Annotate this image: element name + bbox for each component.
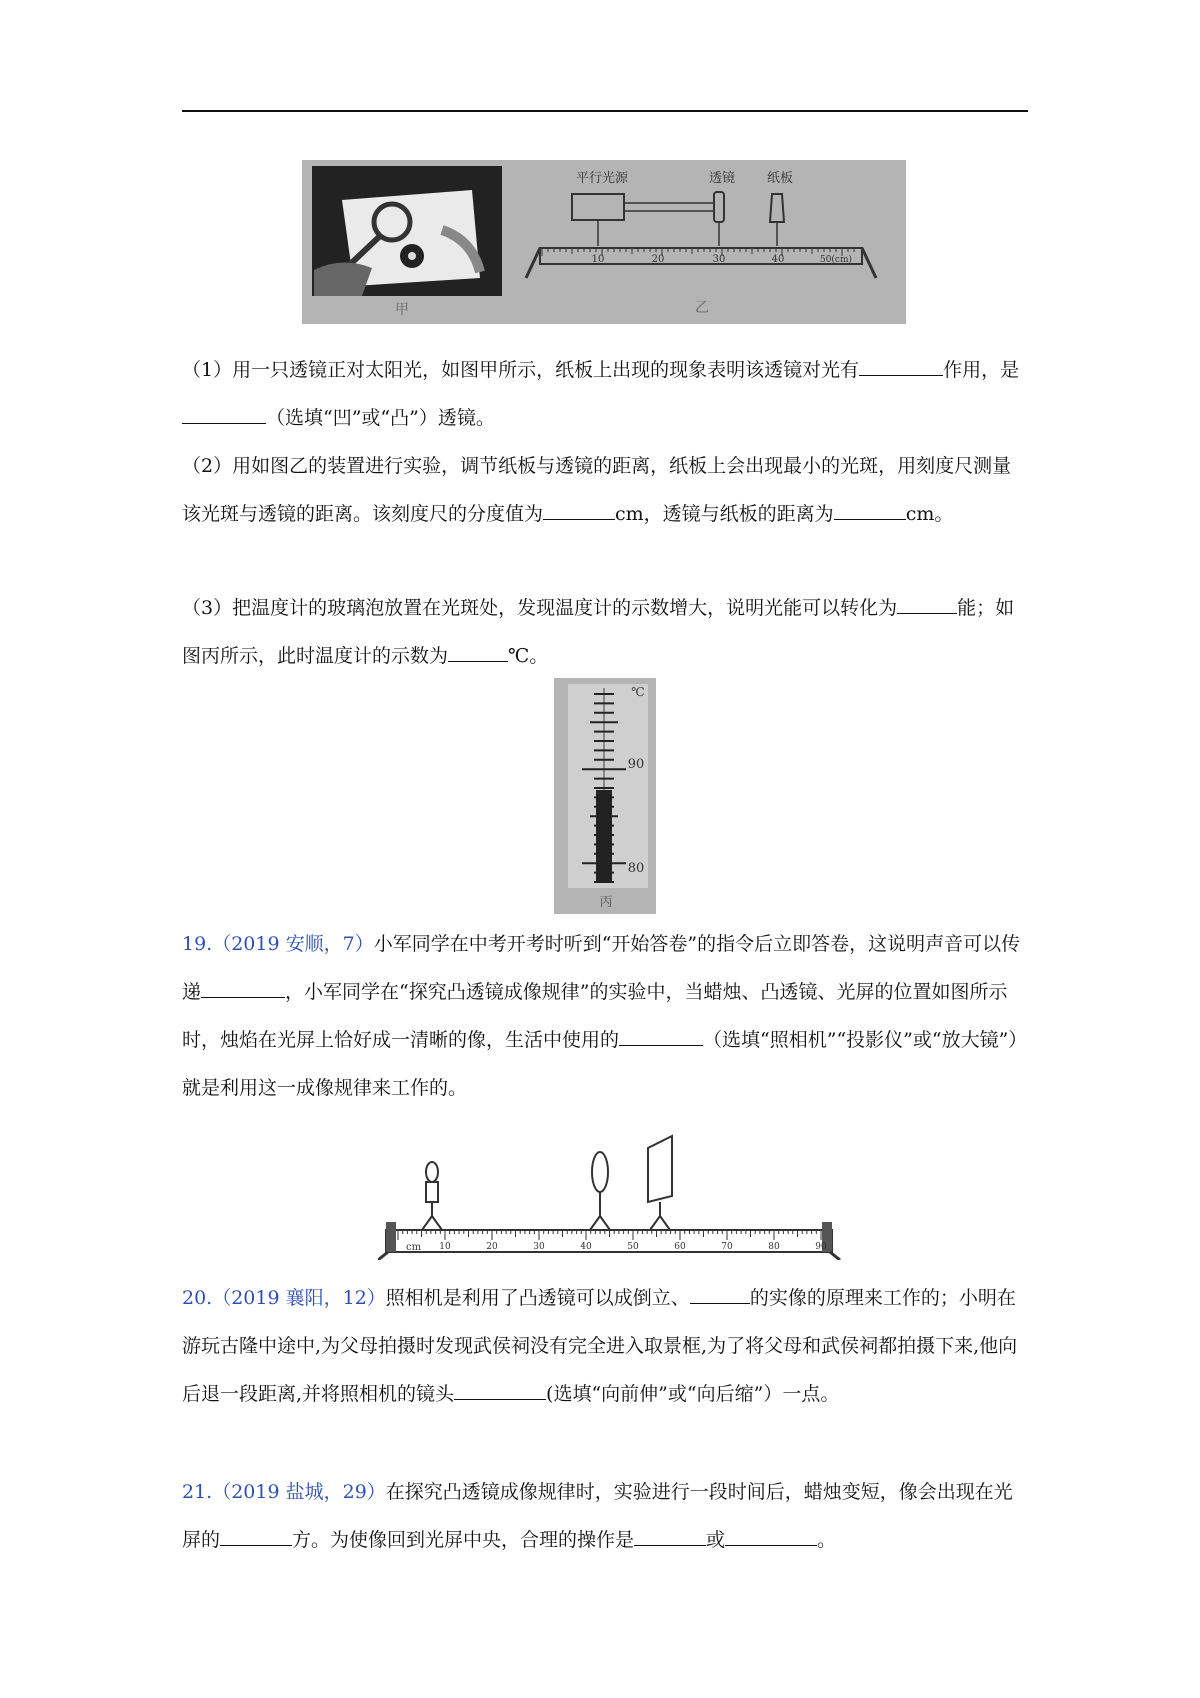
bench-tick-label: 30 <box>533 1242 545 1252</box>
caption-yi: 乙 <box>695 300 709 316</box>
figure-lens-setup <box>302 160 906 324</box>
figure-optical-bench <box>378 1118 842 1260</box>
answer-blank[interactable] <box>834 499 906 520</box>
candle <box>426 1182 438 1202</box>
answer-blank[interactable] <box>897 593 957 614</box>
bench-tick-label: 10 <box>439 1242 451 1252</box>
bench-tick-label: 40 <box>580 1242 592 1252</box>
answer-blank[interactable] <box>725 1525 817 1546</box>
question-19: 19.（2019 安顺，7）小军同学在中考开考时听到“开始答卷”的指令后立即答卷，这说明声音可以传递 ，小军同学在“探究凸透镜成像规律”的实验中，当蜡烛、凸透镜、光屏的位置如图所示时，烛焰在光屏上恰好成一清晰的像，生活中使用的 （选填“照相机”“投影仪”或“放大镜”）就是利用这一成像规律来工作的。 <box>182 933 1028 1099</box>
q18-part1: （1）用一只透镜正对太阳光，如图甲所示，纸板上出现的现象表明该透镜对光有 作用，是（选填“凹”或“凸”）透镜。 <box>182 346 1028 442</box>
answer-blank[interactable] <box>454 1379 546 1400</box>
caption-bing: 丙 <box>599 895 613 910</box>
bench-tick-label: 70 <box>721 1242 733 1252</box>
header-rule <box>182 110 1028 112</box>
q18-part3: （3）把温度计的玻璃泡放置在光斑处，发现温度计的示数增大，说明光能可以转化为 能；如图丙所示，此时温度计的示数为 ℃。 <box>182 584 1028 680</box>
convex-lens <box>592 1152 608 1192</box>
bench-tick-label: 60 <box>674 1242 686 1252</box>
bench-tick-label: 20 <box>486 1242 498 1252</box>
tick-40: 40 <box>771 254 785 265</box>
answer-blank[interactable] <box>543 499 615 520</box>
tick-50: 50(cm) <box>819 255 853 265</box>
question-20: 20.（2019 襄阳，12）照相机是利用了凸透镜可以成倒立、 的实像的原理来工作的；小明在游玩古隆中途中,为父母拍摄时发现武侯祠没有完全进入取景框,为了将父母和武侯祠都拍摄下来,他向后退一段距离,并将照相机的镜头 (选填“向前伸”或“向后缩”）一点。 <box>182 1274 1028 1418</box>
figure-thermometer <box>554 678 656 914</box>
answer-blank[interactable] <box>634 1525 706 1546</box>
tick-10: 10 <box>591 254 605 265</box>
scale-80: 80 <box>627 861 645 876</box>
scale-90: 90 <box>627 757 645 772</box>
candle-flame <box>426 1162 438 1182</box>
label-board: 纸板 <box>766 171 794 186</box>
light-screen <box>648 1136 672 1202</box>
bench-tick-label: 80 <box>768 1242 780 1252</box>
answer-blank[interactable] <box>690 1283 750 1304</box>
answer-blank[interactable] <box>619 1025 703 1046</box>
tick-20: 20 <box>651 254 665 265</box>
question-21: 21.（2019 盐城，29）在探究凸透镜成像规律时，实验进行一段时间后，蜡烛变短，像会出现在光屏的 方。为使像回到光屏中央，合理的操作是 或 。 <box>182 1481 1013 1551</box>
answer-blank[interactable] <box>448 641 508 662</box>
label-light-source: 平行光源 <box>575 171 629 186</box>
caption-jia: 甲 <box>395 302 409 318</box>
answer-blank[interactable] <box>220 1525 292 1546</box>
tick-30: 30 <box>712 254 726 265</box>
answer-blank[interactable] <box>859 355 943 376</box>
label-lens: 透镜 <box>708 171 736 186</box>
answer-blank[interactable] <box>182 403 266 424</box>
bench-tick-label: 50 <box>627 1242 639 1252</box>
unit-celsius: ℃ <box>631 685 645 699</box>
q18-part2: （2）用如图乙的装置进行实验，调节纸板与透镜的距离，纸板上会出现最小的光斑，用刻度尺测量该光斑与透镜的距离。该刻度尺的分度值为 cm，透镜与纸板的距离为 cm。 <box>182 455 1012 525</box>
answer-blank[interactable] <box>201 977 285 998</box>
bench-tick-label: 90 <box>815 1242 827 1252</box>
bench-unit: cm <box>406 1242 422 1253</box>
